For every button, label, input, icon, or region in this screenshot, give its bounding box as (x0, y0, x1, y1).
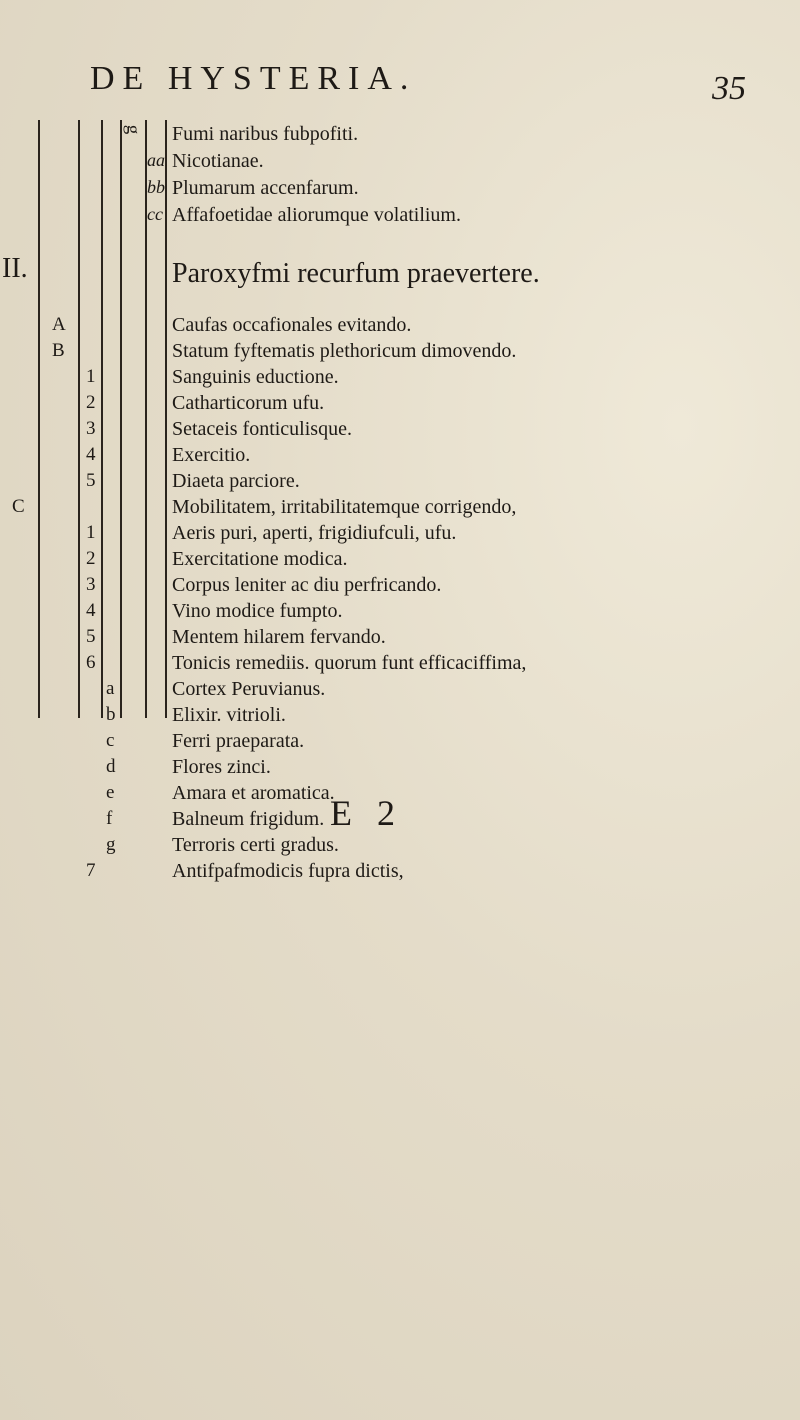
list-marker: 4 (86, 600, 96, 621)
list-item: Setaceis fonticulisque. (172, 418, 352, 440)
list-item: Ferri praeparata. (172, 730, 305, 752)
list-marker: a (106, 678, 115, 699)
list-marker: b (106, 704, 116, 725)
list-item: Exercitio. (172, 444, 251, 466)
list-marker: 5 (86, 626, 96, 647)
page-header-title: DE HYSTERIA. (90, 60, 417, 97)
column-rule-1 (38, 120, 40, 718)
list-marker: d (106, 756, 116, 777)
list-marker: c (106, 730, 115, 751)
list-item: Statum fyftematis plethoricum dimovendo. (172, 340, 517, 362)
entry-marker: aa (147, 150, 165, 170)
list-marker: 6 (86, 652, 96, 673)
column-rule-2 (78, 120, 80, 718)
list-item: Tonicis remediis. quorum funt efficaciffima, (172, 652, 527, 674)
list-item: Flores zinci. (172, 756, 271, 778)
list-marker: 3 (86, 418, 96, 439)
list-marker: 2 (86, 392, 96, 413)
list-marker: f (106, 808, 113, 829)
list-marker: 2 (86, 548, 96, 569)
list-marker: 1 (86, 366, 96, 387)
list-marker: C (12, 496, 25, 517)
list-item: Sanguinis eductione. (172, 366, 339, 388)
column-rule-4 (120, 120, 122, 718)
entry-text: Nicotianae. (172, 150, 264, 172)
list-item: Corpus leniter ac diu perfricando. (172, 574, 442, 596)
list-marker: A (52, 314, 66, 335)
list-item: Elixir. vitrioli. (172, 704, 286, 726)
list-item: Balneum frigidum. (172, 808, 325, 830)
section-numeral: II. (2, 253, 28, 284)
page-number: 35 (712, 70, 746, 107)
list-marker: 1 (86, 522, 96, 543)
entry-text: Affafoetidae aliorumque volatilium. (172, 204, 461, 226)
list-item: Antifpafmodicis fupra dictis, (172, 860, 404, 882)
column-rule-3 (101, 120, 103, 718)
list-marker: 7 (86, 860, 96, 881)
list-item: Vino modice fumpto. (172, 600, 343, 622)
list-marker: 4 (86, 444, 96, 465)
list-item: Exercitatione modica. (172, 548, 348, 570)
list-marker: 3 (86, 574, 96, 595)
list-item: Mentem hilarem fervando. (172, 626, 386, 648)
list-item: Terroris certi gradus. (172, 834, 339, 856)
list-item: Catharticorum ufu. (172, 392, 325, 414)
list-item: Amara et aromatica. (172, 782, 335, 804)
list-marker: 5 (86, 470, 96, 491)
section-heading: Paroxyfmi recurfum praevertere. (172, 258, 540, 289)
column-g-label: g (122, 124, 144, 135)
entry-text: Plumarum accenfarum. (172, 177, 359, 199)
list-item: Aeris puri, aperti, frigidiufculi, ufu. (172, 522, 457, 544)
list-item: Mobilitatem, irritabilitatemque corrigendo, (172, 496, 517, 518)
list-marker: B (52, 340, 65, 361)
list-marker: g (106, 834, 116, 855)
column-rule-6 (165, 120, 167, 718)
signature-mark: E 2 (330, 793, 403, 833)
list-item: Cortex Peruvianus. (172, 678, 326, 700)
list-item: Caufas occafionales evitando. (172, 314, 412, 336)
entry-marker: cc (147, 204, 163, 224)
entry-marker: bb (147, 177, 165, 197)
entry-text: Fumi naribus fubpofiti. (172, 123, 359, 145)
list-marker: e (106, 782, 115, 803)
list-item: Diaeta parciore. (172, 470, 300, 492)
